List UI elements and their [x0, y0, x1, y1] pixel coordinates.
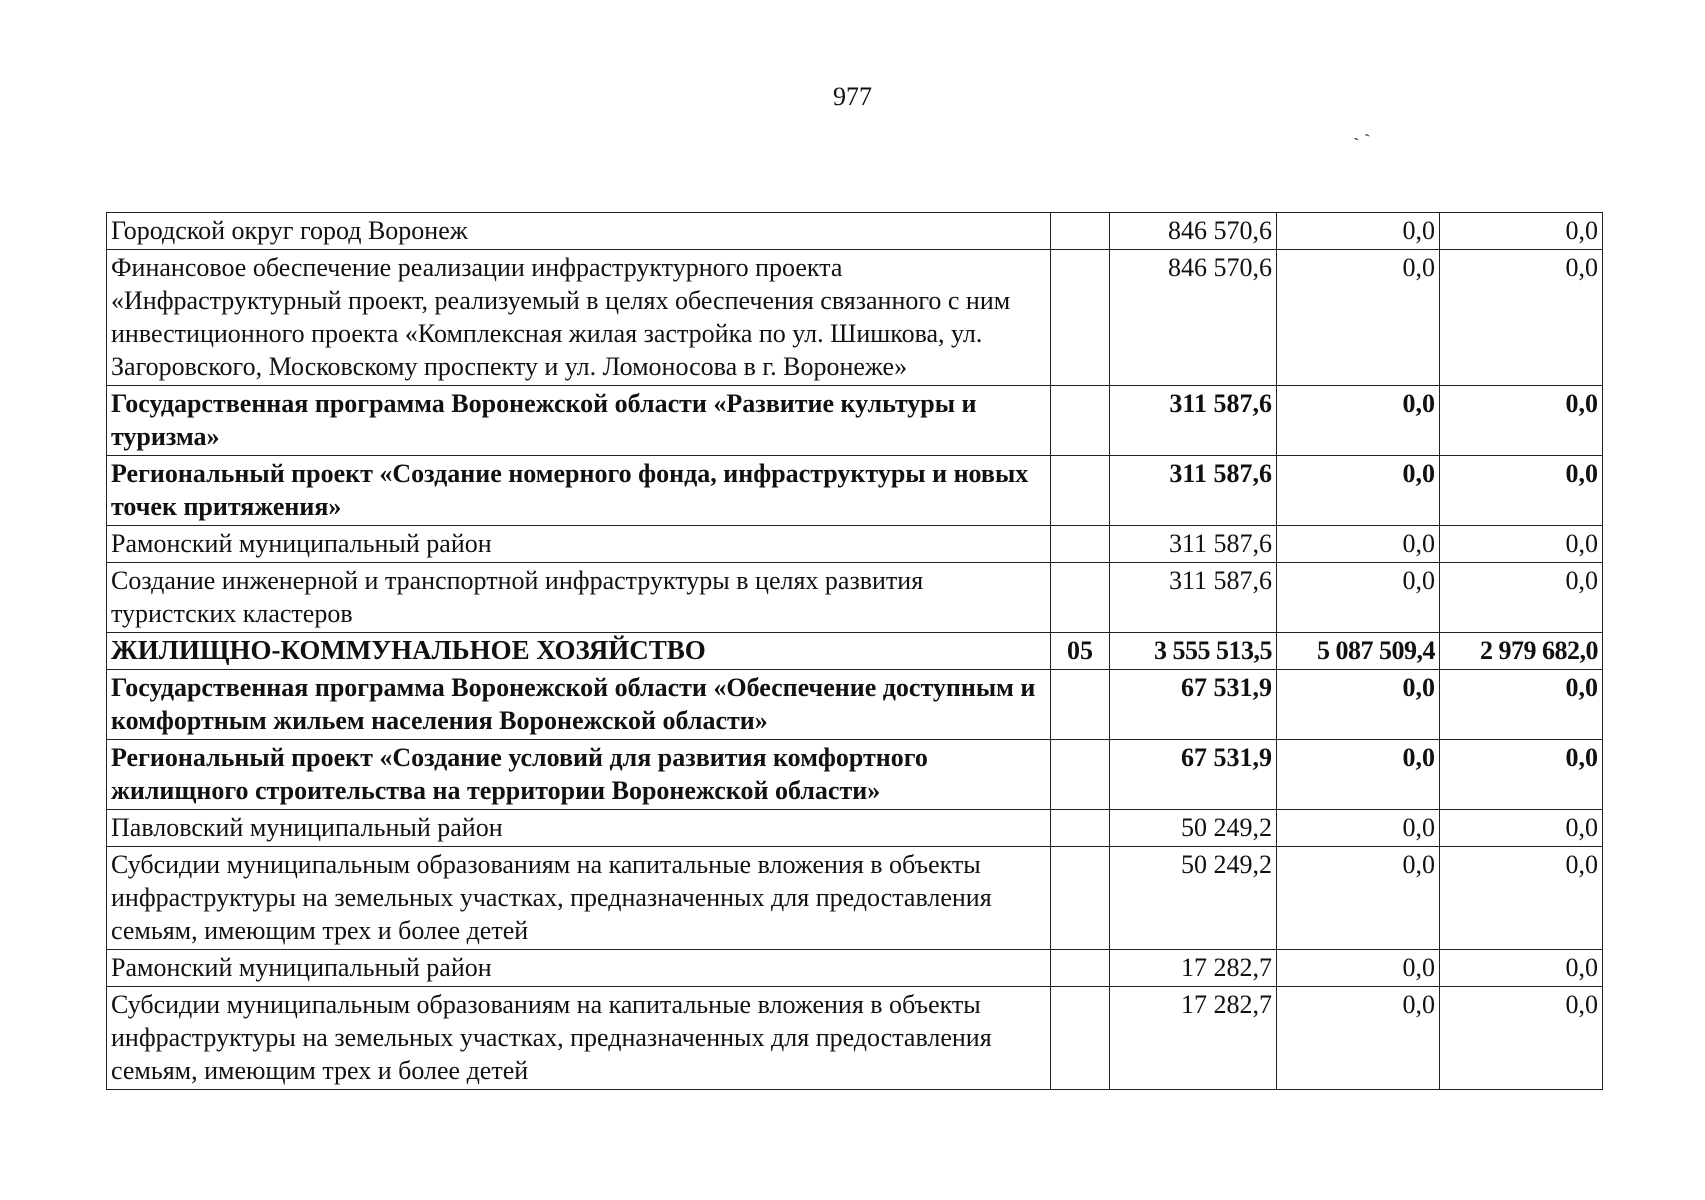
row-value-3-cell: 0,0 — [1440, 386, 1603, 456]
row-value-1-cell: 50 249,2 — [1110, 810, 1277, 847]
row-value-3-cell: 0,0 — [1440, 950, 1603, 987]
row-name-cell: Субсидии муниципальным образованиям на капитальные вложения в объекты инфраструктуры на земельных участках, предназначенных для предоставления семьям, имеющим трех и более детей — [107, 847, 1051, 950]
row-value-1-cell: 50 249,2 — [1110, 847, 1277, 950]
row-value-3-cell: 0,0 — [1440, 456, 1603, 526]
row-value-3-cell: 0,0 — [1440, 250, 1603, 386]
row-name-cell: Создание инженерной и транспортной инфраструктуры в целях развития туристских кластеров — [107, 563, 1051, 633]
table-row — [107, 633, 1603, 670]
row-name-cell: ЖИЛИЩНО-КОММУНАЛЬНОЕ ХОЗЯЙСТВО — [107, 633, 1051, 670]
row-value-1-cell: 17 282,7 — [1110, 987, 1277, 1090]
table-row — [107, 847, 1603, 950]
row-value-2-cell: 5 087 509,4 — [1277, 633, 1440, 670]
row-value-1-cell: 311 587,6 — [1110, 456, 1277, 526]
row-value-3-cell: 0,0 — [1440, 987, 1603, 1090]
row-name-cell: Финансовое обеспечение реализации инфраструктурного проекта «Инфраструктурный проект, реализуемый в целях обеспечения связанного с ним инвестиционного проекта «Комплексная жилая застройка по ул. Шишкова, ул. Загоровского, Московскому проспекту и ул. Ломоносова в г. Воронеже» — [107, 250, 1051, 386]
table-row — [107, 526, 1603, 563]
row-code-cell — [1051, 987, 1110, 1090]
row-code-cell — [1051, 250, 1110, 386]
row-value-2-cell: 0,0 — [1277, 250, 1440, 386]
row-value-1-cell: 67 531,9 — [1110, 670, 1277, 740]
row-name-cell: Субсидии муниципальным образованиям на капитальные вложения в объекты инфраструктуры на земельных участках, предназначенных для предоставления семьям, имеющим трех и более детей — [107, 987, 1051, 1090]
row-value-2-cell: 0,0 — [1277, 563, 1440, 633]
row-value-3-cell: 2 979 682,0 — [1440, 633, 1603, 670]
row-code-cell — [1051, 563, 1110, 633]
row-code-cell — [1051, 456, 1110, 526]
row-name-cell: Рамонский муниципальный район — [107, 526, 1051, 563]
row-value-3-cell: 0,0 — [1440, 670, 1603, 740]
row-name-cell: Городской округ город Воронеж — [107, 213, 1051, 250]
row-value-2-cell: 0,0 — [1277, 456, 1440, 526]
row-value-1-cell: 3 555 513,5 — [1110, 633, 1277, 670]
row-name-cell: Региональный проект «Создание условий для развития комфортного жилищного строительства на территории Воронежской области» — [107, 740, 1051, 810]
row-value-1-cell: 311 587,6 — [1110, 563, 1277, 633]
row-code-cell — [1051, 670, 1110, 740]
row-value-3-cell: 0,0 — [1440, 526, 1603, 563]
table-row — [107, 987, 1603, 1090]
row-code-cell — [1051, 526, 1110, 563]
row-value-2-cell: 0,0 — [1277, 810, 1440, 847]
row-value-2-cell: 0,0 — [1277, 386, 1440, 456]
row-code-cell — [1051, 213, 1110, 250]
row-value-2-cell: 0,0 — [1277, 987, 1440, 1090]
row-value-2-cell: 0,0 — [1277, 740, 1440, 810]
row-code-cell — [1051, 740, 1110, 810]
row-name-cell: Павловский муниципальный район — [107, 810, 1051, 847]
row-name-cell: Региональный проект «Создание номерного фонда, инфраструктуры и новых точек притяжения» — [107, 456, 1051, 526]
table-row — [107, 810, 1603, 847]
row-code-cell — [1051, 847, 1110, 950]
budget-table-body — [107, 213, 1603, 1090]
row-value-1-cell: 17 282,7 — [1110, 950, 1277, 987]
row-value-3-cell: 0,0 — [1440, 847, 1603, 950]
row-value-1-cell: 846 570,6 — [1110, 213, 1277, 250]
table-row — [107, 386, 1603, 456]
row-value-3-cell: 0,0 — [1440, 810, 1603, 847]
table-row — [107, 950, 1603, 987]
row-name-cell: Государственная программа Воронежской области «Развитие культуры и туризма» — [107, 386, 1051, 456]
table-row — [107, 456, 1603, 526]
table-row — [107, 563, 1603, 633]
row-code-cell: 05 — [1051, 633, 1110, 670]
row-value-1-cell: 311 587,6 — [1110, 526, 1277, 563]
table-row — [107, 250, 1603, 386]
row-value-1-cell: 846 570,6 — [1110, 250, 1277, 386]
row-value-1-cell: 311 587,6 — [1110, 386, 1277, 456]
page-number: 977 — [833, 82, 872, 111]
row-value-2-cell: 0,0 — [1277, 950, 1440, 987]
row-value-2-cell: 0,0 — [1277, 213, 1440, 250]
row-code-cell — [1051, 950, 1110, 987]
row-value-3-cell: 0,0 — [1440, 563, 1603, 633]
row-name-cell: Рамонский муниципальный район — [107, 950, 1051, 987]
table-row — [107, 670, 1603, 740]
table-row — [107, 213, 1603, 250]
row-name-cell: Государственная программа Воронежской области «Обеспечение доступным и комфортным жильем населения Воронежской области» — [107, 670, 1051, 740]
table-row — [107, 740, 1603, 810]
budget-table — [106, 212, 1603, 1090]
row-value-2-cell: 0,0 — [1277, 847, 1440, 950]
row-code-cell — [1051, 810, 1110, 847]
row-code-cell — [1051, 386, 1110, 456]
row-value-2-cell: 0,0 — [1277, 526, 1440, 563]
row-value-2-cell: 0,0 — [1277, 670, 1440, 740]
row-value-3-cell: 0,0 — [1440, 213, 1603, 250]
row-value-1-cell: 67 531,9 — [1110, 740, 1277, 810]
row-value-3-cell: 0,0 — [1440, 740, 1603, 810]
scan-mark: ˏ ˎ — [1346, 115, 1372, 143]
